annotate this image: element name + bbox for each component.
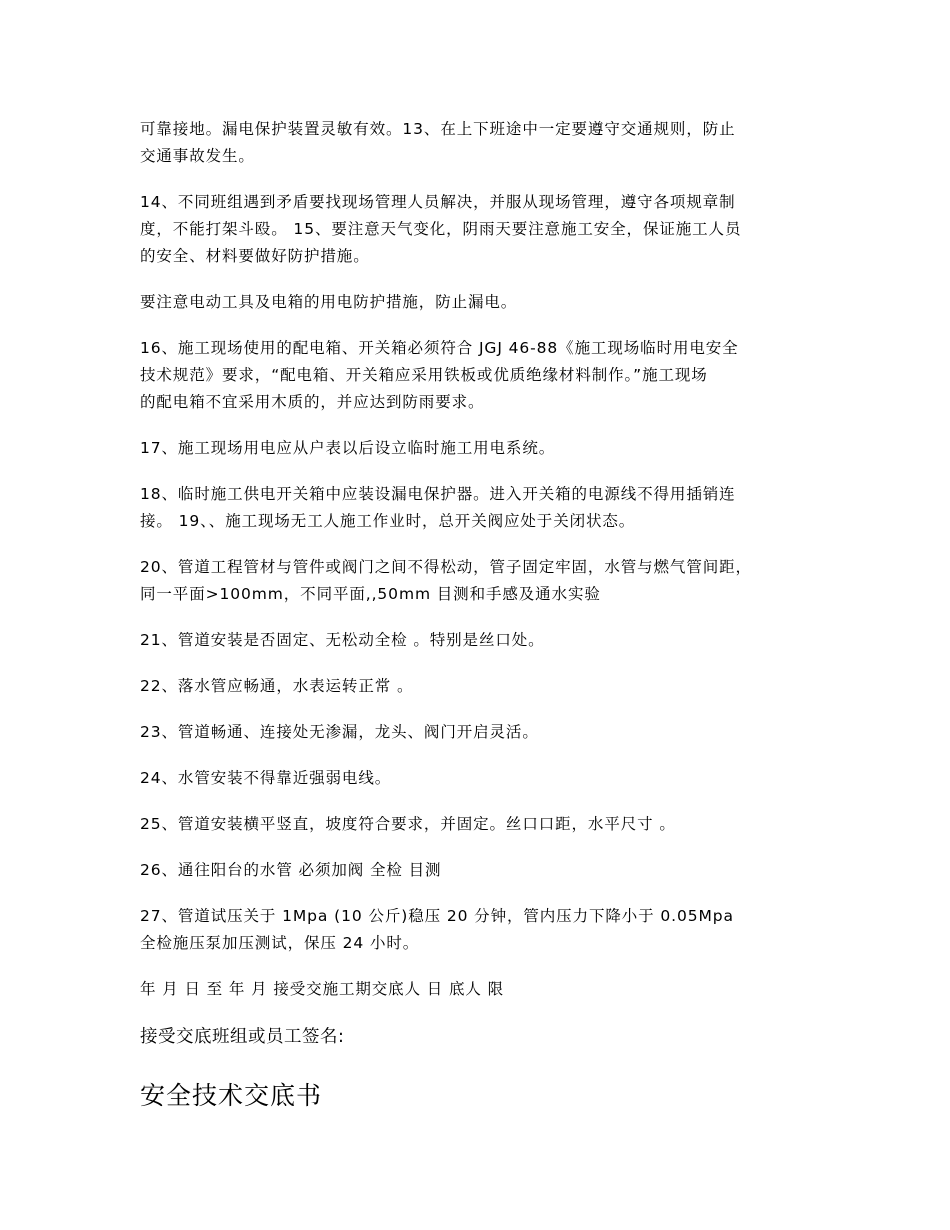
paragraph-2 bbox=[140, 189, 830, 270]
text-line: 22、落水管应畅通，水表运转正常 。 bbox=[140, 677, 414, 695]
text-line: 年 月 日 至 年 月 接受交施工期交底人 日 底人 限 bbox=[140, 980, 505, 998]
text-line: 20、管道工程管材与管件或阀门之间不得松动，管子固定牢固，水管与燃气管间距， bbox=[140, 558, 752, 576]
paragraph-12 bbox=[140, 811, 830, 838]
paragraph-8 bbox=[140, 627, 830, 654]
text-line: 度，不能打架斗殴。 15、要注意天气变化，阴雨天要注意施工安全，保证施工人员 bbox=[140, 220, 742, 238]
text-line: 可靠接地。漏电保护装置灵敏有效。13、在上下班途中一定要遵守交通规则，防止 bbox=[140, 120, 736, 138]
text-line: 21、管道安装是否固定、无松动全检 。特别是丝口处。 bbox=[140, 631, 545, 649]
paragraph-11 bbox=[140, 765, 830, 792]
text-line: 的配电箱不宜采用木质的，并应达到防雨要求。 bbox=[140, 393, 485, 411]
paragraph-14 bbox=[140, 903, 830, 957]
text-line: 的安全、材料要做好防护措施。 bbox=[140, 247, 370, 265]
paragraph-10 bbox=[140, 719, 830, 746]
text-line: 24、水管安装不得靠近强弱电线。 bbox=[140, 769, 392, 787]
paragraph-5 bbox=[140, 435, 830, 462]
text-line: 全检施压泵加压测试，保压 24 小时。 bbox=[140, 934, 420, 952]
text-line: 要注意电动工具及电箱的用电防护措施，防止漏电。 bbox=[140, 293, 518, 311]
paragraph-13 bbox=[140, 857, 830, 884]
text-line: 14、不同班组遇到矛盾要找现场管理人员解决，并服从现场管理，遵守各项规章制 bbox=[140, 193, 736, 211]
text-line: 交通事故发生。 bbox=[140, 147, 255, 165]
paragraph-3 bbox=[140, 289, 830, 316]
section-heading: 安全技术交底书 bbox=[140, 1081, 323, 1110]
text-line: 技术规范》要求，“配电箱、开关箱应采用铁板或优质绝缘材料制作。”施工现场 bbox=[140, 366, 708, 384]
paragraph-9 bbox=[140, 673, 830, 700]
date-line bbox=[140, 976, 830, 1003]
text-line: 同一平面>100mm，不同平面,,50mm 目测和手感及通水实验 bbox=[140, 585, 601, 603]
text-line: 接。 19、、施工现场无工人施工作业时，总开关阀应处于关闭状态。 bbox=[140, 512, 636, 530]
signature-line: 接受交底班组或员工签名: bbox=[140, 1027, 345, 1047]
document-page bbox=[140, 116, 830, 1131]
text-line: 16、施工现场使用的配电箱、开关箱必须符合 JGJ 46-88《施工现场临时用电安全 bbox=[140, 339, 739, 357]
text-line: 23、管道畅通、连接处无渗漏，龙头、阀门开启灵活。 bbox=[140, 723, 539, 741]
text-line: 17、施工现场用电应从户表以后设立临时施工用电系统。 bbox=[140, 439, 556, 457]
paragraph-6 bbox=[140, 481, 830, 535]
text-line: 26、通往阳台的水管 必须加阀 全检 目测 bbox=[140, 861, 442, 879]
paragraph-1 bbox=[140, 116, 830, 170]
paragraph-7 bbox=[140, 554, 830, 608]
text-line: 27、管道试压关于 1Mpa (10 公斤)稳压 20 分钟，管内压力下降小于 0.05Mpa bbox=[140, 907, 734, 925]
paragraph-4 bbox=[140, 335, 830, 416]
text-line: 18、临时施工供电开关箱中应装设漏电保护器。进入开关箱的电源线不得用插销连 bbox=[140, 485, 736, 503]
text-line: 25、管道安装横平竖直，坡度符合要求，并固定。丝口口距，水平尺寸 。 bbox=[140, 815, 676, 833]
